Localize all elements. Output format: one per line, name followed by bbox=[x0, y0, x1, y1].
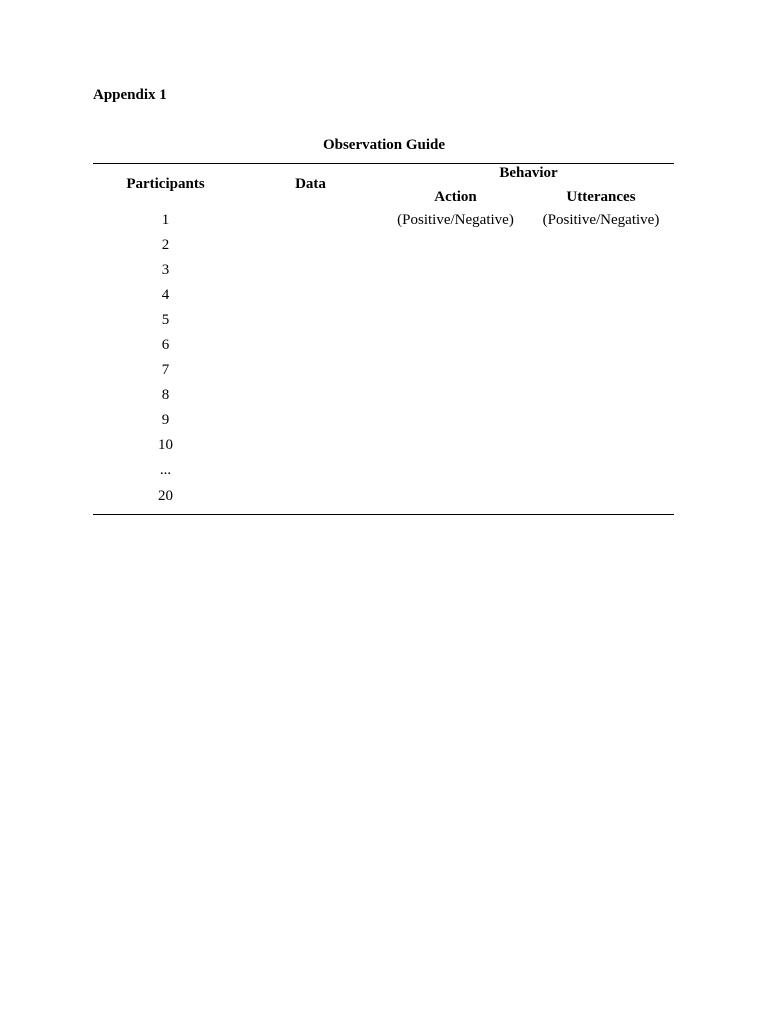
subheader-action-valence: (Positive/Negative) bbox=[397, 212, 514, 228]
header-data: Data bbox=[295, 176, 326, 192]
participant-cell: ... bbox=[159, 462, 172, 478]
participant-cell: 7 bbox=[161, 362, 170, 378]
participant-cell: 8 bbox=[161, 387, 170, 403]
header-behavior: Behavior bbox=[499, 165, 558, 181]
appendix-label: Appendix 1 bbox=[93, 87, 167, 103]
participant-cell: 5 bbox=[161, 312, 170, 328]
participant-cell: 1 bbox=[161, 212, 170, 228]
participant-cell: 9 bbox=[161, 412, 170, 428]
participant-cell: 10 bbox=[158, 437, 173, 453]
participant-cell: 3 bbox=[161, 262, 170, 278]
header-participants: Participants bbox=[126, 176, 205, 192]
observation-guide-table bbox=[93, 163, 674, 515]
participant-cell: 6 bbox=[161, 337, 170, 353]
table-title: Observation Guide bbox=[322, 137, 446, 153]
subheader-utterances-valence: (Positive/Negative) bbox=[542, 212, 660, 228]
header-action: Action bbox=[434, 189, 477, 205]
participant-cell: 20 bbox=[158, 488, 173, 504]
participant-cell: 2 bbox=[161, 237, 170, 253]
participant-cell: 4 bbox=[161, 287, 170, 303]
header-utterances: Utterances bbox=[566, 189, 636, 205]
